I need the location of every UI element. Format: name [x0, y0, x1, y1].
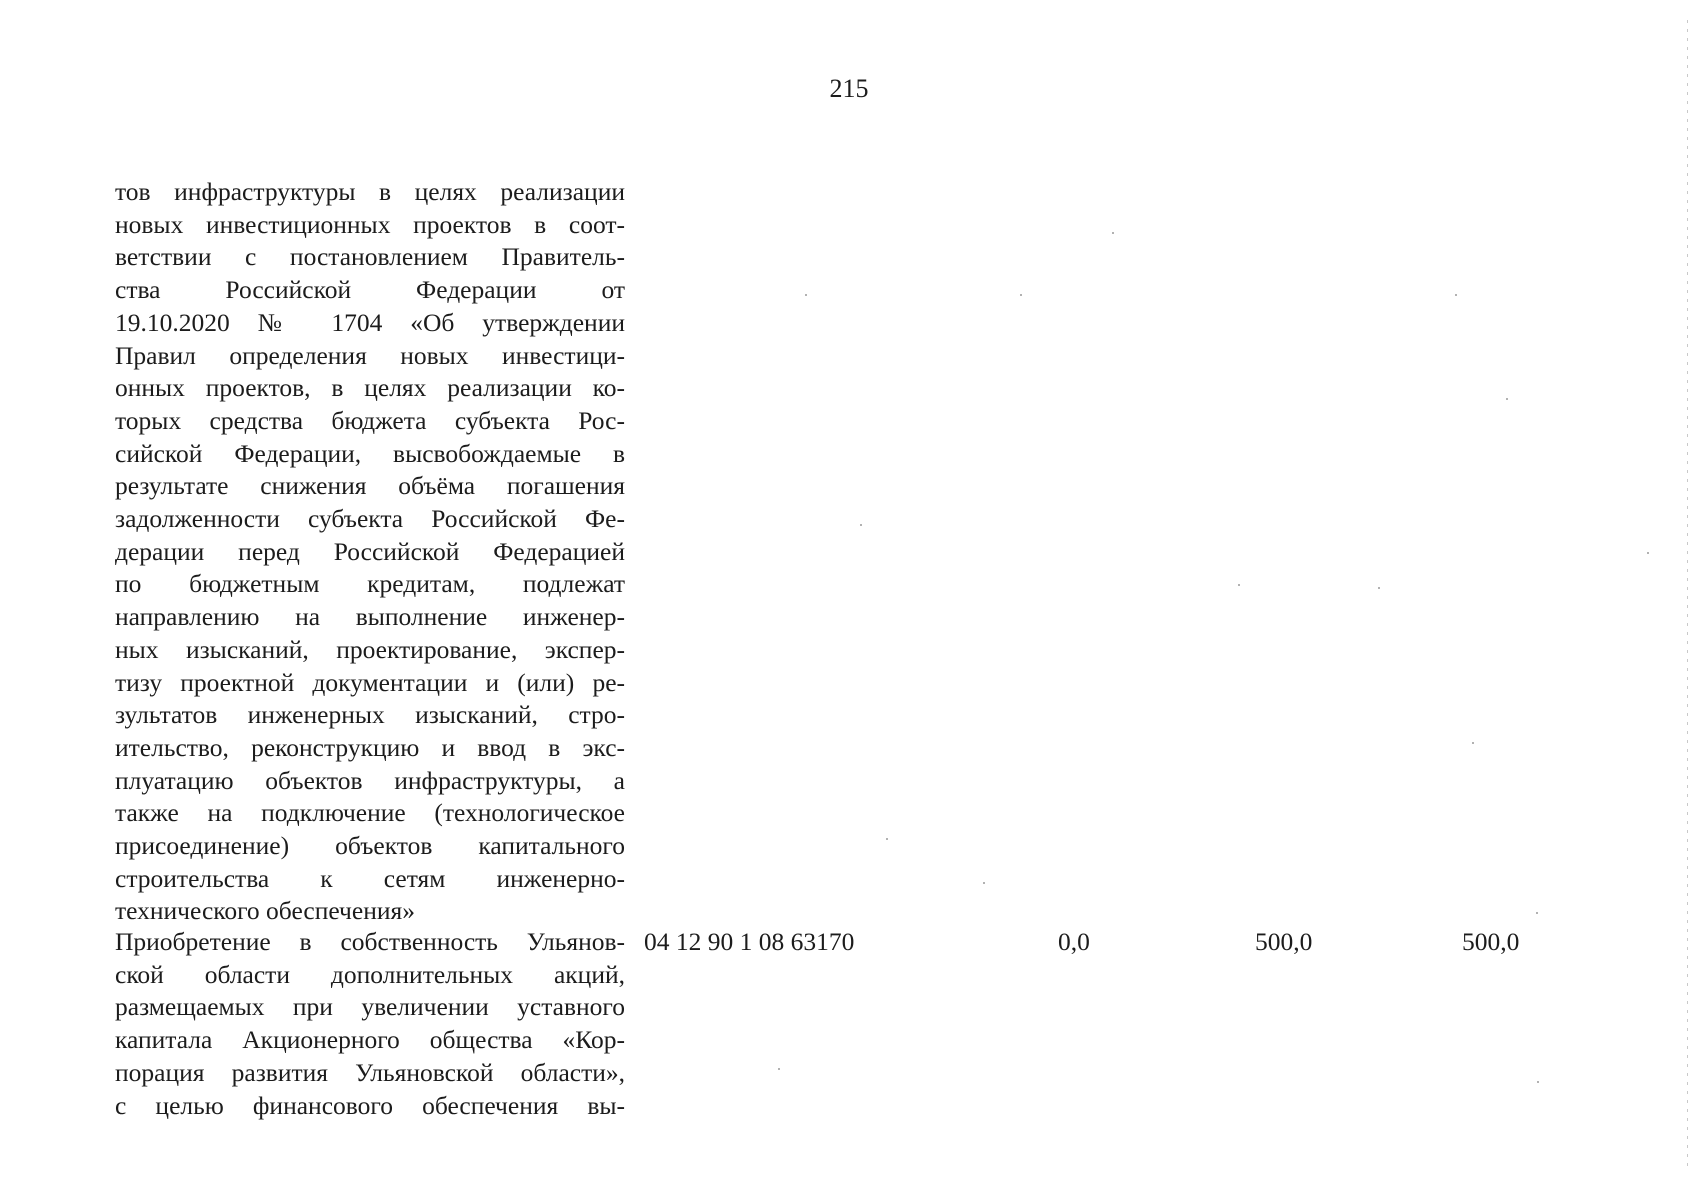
budget-row-values [0, 926, 1698, 960]
scan-speck [983, 882, 985, 884]
text-line: тов инфраструктуры в целях реализации [115, 177, 625, 206]
text-line: технического обеспечения» [115, 896, 415, 926]
text-line: Правил определения новых инвестици- [115, 340, 625, 370]
text-line: 19.10.2020 № 1704 «Об утверждении [115, 307, 625, 337]
scan-speck [1536, 912, 1538, 914]
text-line: ительство, реконструкцию и ввод в экс- [115, 732, 625, 762]
amount-column-1: 0,0 [1058, 927, 1090, 956]
text-line: сийской Федерации, высвобождаемые в [115, 438, 625, 468]
text-line: размещаемых при увеличении уставного [115, 992, 625, 1022]
text-line: также на подключение (технологическое [115, 798, 625, 828]
scan-speck [778, 1068, 780, 1070]
scan-speck [886, 838, 888, 840]
classification-code: 04 12 90 1 08 63170 [644, 927, 855, 956]
description-block-infrastructure [115, 176, 625, 928]
text-line: капитала Акционерного общества «Кор- [115, 1025, 625, 1055]
scan-speck [805, 294, 807, 296]
scan-edge-line [1687, 20, 1688, 1170]
text-line: ства Российской Федерации от [115, 275, 625, 305]
text-line: онных проектов, в целях реализации ко- [115, 373, 625, 403]
text-line: зультатов инженерных изысканий, стро- [115, 700, 625, 730]
scan-speck [1112, 232, 1114, 234]
text-line: задолженности субъекта Российской Фе- [115, 504, 625, 534]
scan-speck [1647, 552, 1649, 554]
scan-speck [1455, 294, 1457, 296]
text-line: строительства к сетям инженерно- [115, 863, 625, 893]
text-line: ных изысканий, проектирование, экспер- [115, 634, 625, 664]
scan-speck [1537, 1081, 1539, 1083]
text-line: с целью финансового обеспечения вы- [115, 1090, 625, 1120]
text-line: ской области дополнительных акций, [115, 959, 625, 989]
text-line: тизу проектной документации и (или) ре- [115, 667, 625, 697]
text-line: торых средства бюджета субъекта Рос- [115, 405, 625, 435]
scan-speck [1020, 294, 1022, 296]
text-line: присоединение) объектов капитального [115, 831, 625, 861]
scan-speck [1506, 398, 1508, 400]
page-number: 215 [829, 74, 869, 103]
text-line: Приобретение в собственность Ульянов- [115, 927, 625, 956]
text-line: результате снижения объёма погашения [115, 471, 625, 501]
scan-speck [1238, 584, 1240, 586]
text-line: направлению на выполнение инженер- [115, 602, 625, 632]
amount-column-2: 500,0 [1255, 927, 1313, 956]
text-line: ветствии с постановлением Правитель- [115, 242, 625, 272]
text-line: по бюджетным кредитам, подлежат [115, 569, 625, 599]
amount-column-3: 500,0 [1462, 927, 1520, 956]
text-line: дерации перед Российской Федерацией [115, 536, 625, 566]
scan-speck [1378, 587, 1380, 589]
text-line: плуатацию объектов инфраструктуры, а [115, 765, 625, 795]
text-line: порация развития Ульяновской области», [115, 1057, 625, 1087]
scan-speck [1472, 742, 1474, 744]
scan-speck [860, 524, 862, 526]
text-line: новых инвестиционных проектов в соот- [115, 209, 625, 239]
